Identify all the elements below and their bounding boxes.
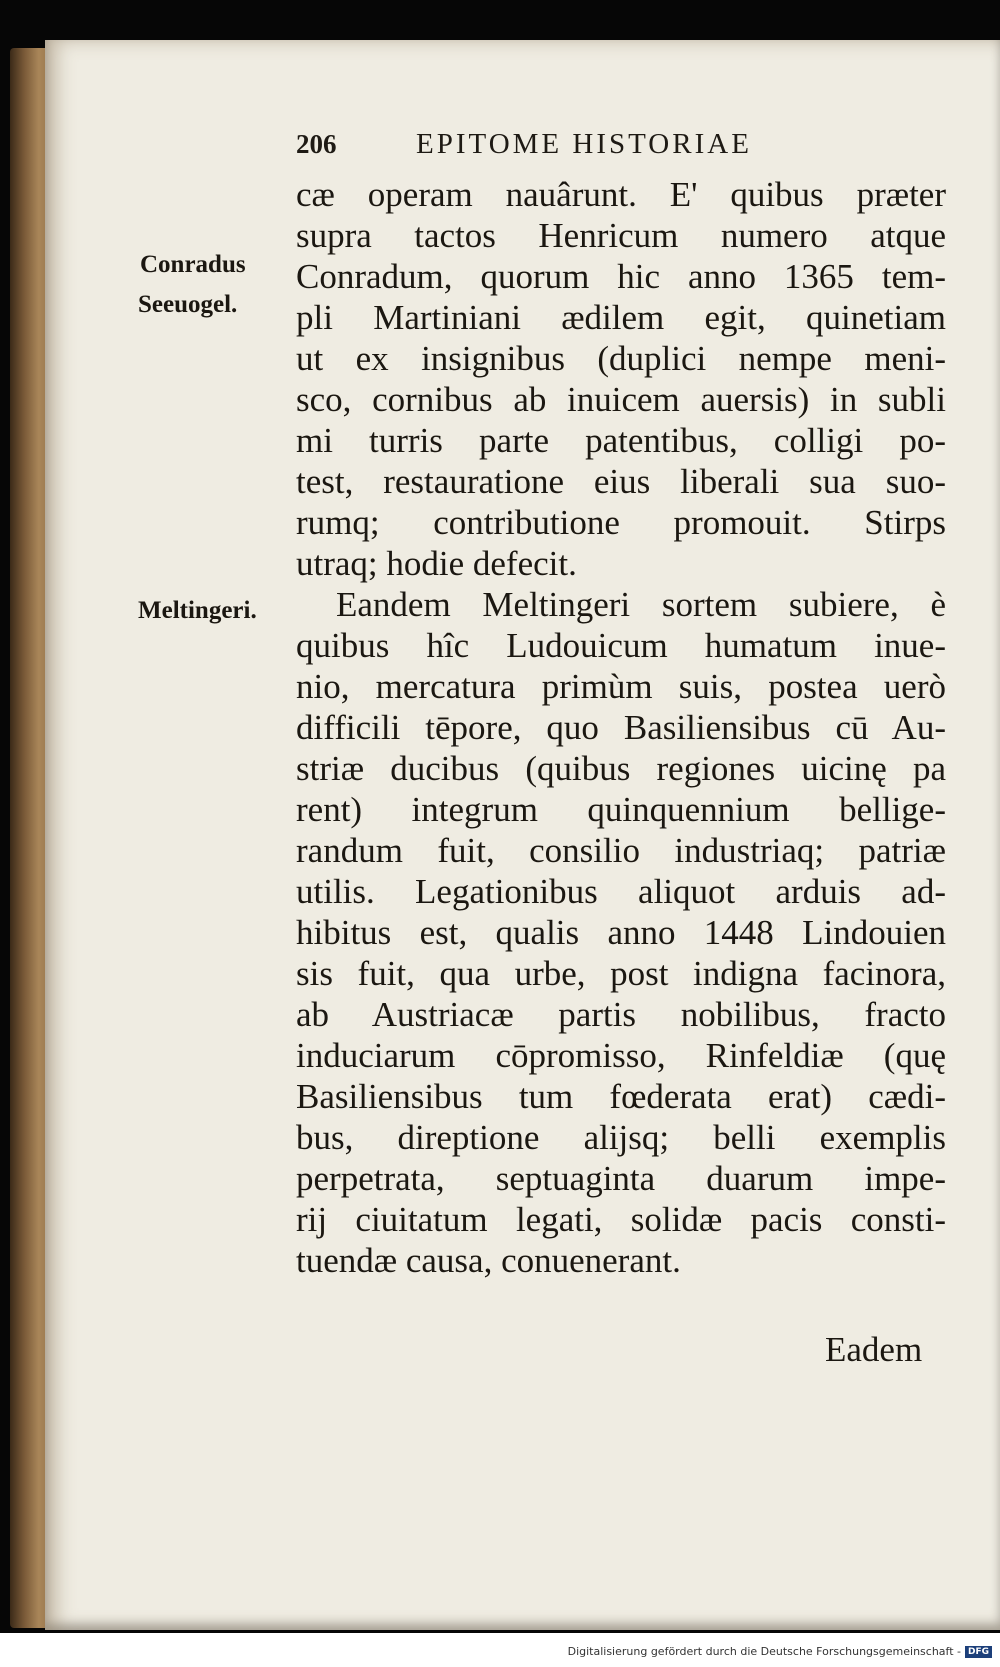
- text-line: ut ex insignibus (duplici nempe meni-: [296, 339, 946, 378]
- running-head: [296, 128, 906, 161]
- text-line: ab Austriacæ partis nobilibus, fracto: [296, 995, 946, 1034]
- text-line: rent) integrum quinquennium bellige-: [296, 790, 946, 829]
- text-line: induciarum cōpromisso, Rinfeldiæ (quę: [296, 1036, 946, 1075]
- text-line: randum fuit, consilio industriaq; patriæ: [296, 831, 946, 870]
- text-line: utraq; hodie defecit.: [296, 544, 577, 583]
- text-line: Basiliensibus tum fœderata erat) cædi-: [296, 1077, 946, 1116]
- text-line: pli Martiniani ædilem egit, quinetiam: [296, 298, 946, 337]
- running-title: EPITOME HISTORIAE: [416, 128, 752, 160]
- text-line: perpetrata, septuaginta duarum impe-: [296, 1159, 946, 1198]
- catchword: Eadem: [825, 1330, 923, 1369]
- margin-note-meltingeri: Meltingeri.: [138, 597, 257, 624]
- credit-text: Digitalisierung gefördert durch die Deutsche Forschungsgemeinschaft -: [567, 1645, 961, 1658]
- text-line: Eandem Meltingeri sortem subiere, è: [336, 585, 946, 624]
- text-line: mi turris parte patentibus, colligi po-: [296, 421, 946, 460]
- text-line: tuendæ causa, conuenerant.: [296, 1241, 681, 1280]
- text-line: hibitus est, qualis anno 1448 Lindouien: [296, 913, 946, 952]
- text-line: nio, mercatura primùm suis, postea uerò: [296, 667, 946, 706]
- margin-note-seeuogel: Seeuogel.: [138, 291, 238, 318]
- text-line: sis fuit, qua urbe, post indigna facinora,: [296, 954, 946, 993]
- text-line: striæ ducibus (quibus regiones uicinę pa: [296, 749, 946, 788]
- text-line: test, restauratione eius liberali sua suo-: [296, 462, 946, 501]
- text-line: quibus hîc Ludouicum humatum inue-: [296, 626, 946, 665]
- text-line: difficili tēpore, quo Basiliensibus cū Au-: [296, 708, 946, 747]
- text-line: bus, direptione alijsq; belli exemplis: [296, 1118, 946, 1157]
- text-line: supra tactos Henricum numero atque: [296, 216, 946, 255]
- dfg-logo: DFG: [965, 1646, 992, 1658]
- text-line: cæ operam nauârunt. E' quibus præter: [296, 175, 946, 214]
- main-text-block: [296, 174, 946, 1281]
- text-line: sco, cornibus ab inuicem auersis) in subli: [296, 380, 946, 419]
- text-line: utilis. Legationibus aliquot arduis ad-: [296, 872, 946, 911]
- margin-note-conradus: Conradus: [140, 251, 246, 278]
- text-line: rumq; contributione promouit. Stirps: [296, 503, 946, 542]
- text-line: rij ciuitatum legati, solidæ pacis consti-: [296, 1200, 946, 1239]
- digitization-credit: [568, 1645, 992, 1658]
- page-number: 206: [296, 129, 337, 159]
- text-line: Conradum, quorum hic anno 1365 tem-: [296, 257, 946, 296]
